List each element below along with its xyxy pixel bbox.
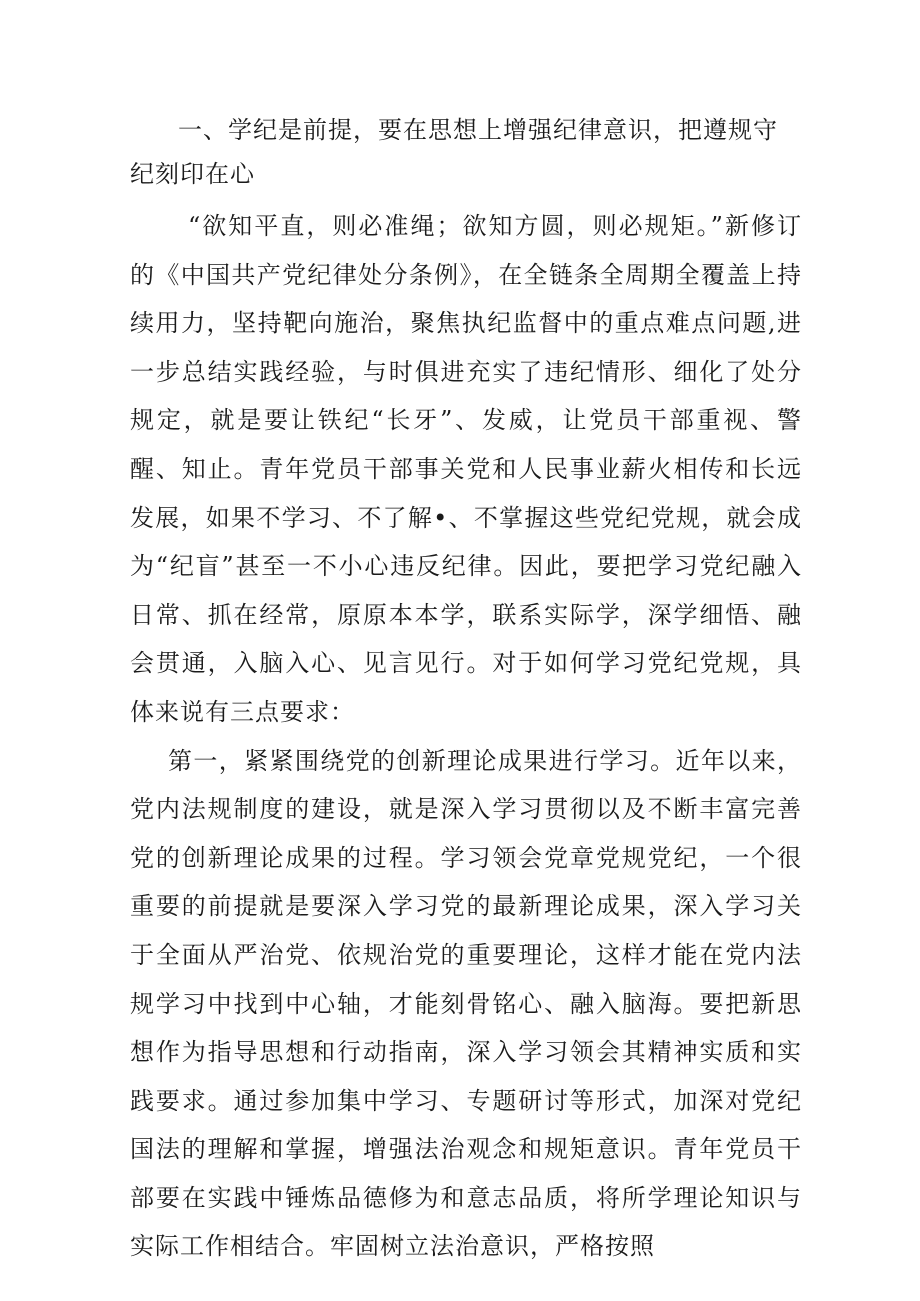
paragraph-1: “欲知平直，则必准绳；欲知方圆，则必规矩。”新修订的《中国共产党纪律处分条例》，在全链条全周期全覆盖上持续用力，坚持靶向施治，聚焦执纪监督中的重点难点问题,进一步总结实践经验，与时俱进充实了违纪情形、细化了处分规定，就是要让铁纪“长牙”、发威，让党员干部重视、警醒、知止。青年党员干部事关党和人民事业薪火相传和长远发展，如果不学习、不了解•、不掌握这些党纪党规，就会成为“纪盲”甚至一不小心违反纪律。因此，要把学习党纪融入日常、抓在经常，原原本本学，联系实际学，深学细悟、融会贯通，入脑入心、见言见行。对于如何学习党纪党规，具体来说有三点要求： [130, 212, 802, 726]
document-body [130, 108, 802, 1271]
section-heading: 一、学纪是前提，要在思想上增强纪律意识，把遵规守纪刻印在心 [130, 116, 778, 188]
paragraph-2: 第一，紧紧围绕党的创新理论成果进行学习。近年以来，党内法规制度的建设，就是深入学习贯彻以及不断丰富完善党的创新理论成果的过程。学习领会党章党规党纪，一个很重要的前提就是要深入学习党的最新理论成果，深入学习关于全面从严治党、依规治党的重要理论，这样才能在党内法规学习中找到中心轴，才能刻骨铭心、融入脑海。要把新思想作为指导思想和行动指南，深入学习领会其精神实质和实践要求。通过参加集中学习、专题研讨等形式，加深对党纪国法的理解和掌握，增强法治观念和规矩意识。青年党员干部要在实践中锤炼品德修为和意志品质，将所学理论知识与实际工作相结合。牢固树立法治意识，严格按照 [130, 746, 802, 1261]
